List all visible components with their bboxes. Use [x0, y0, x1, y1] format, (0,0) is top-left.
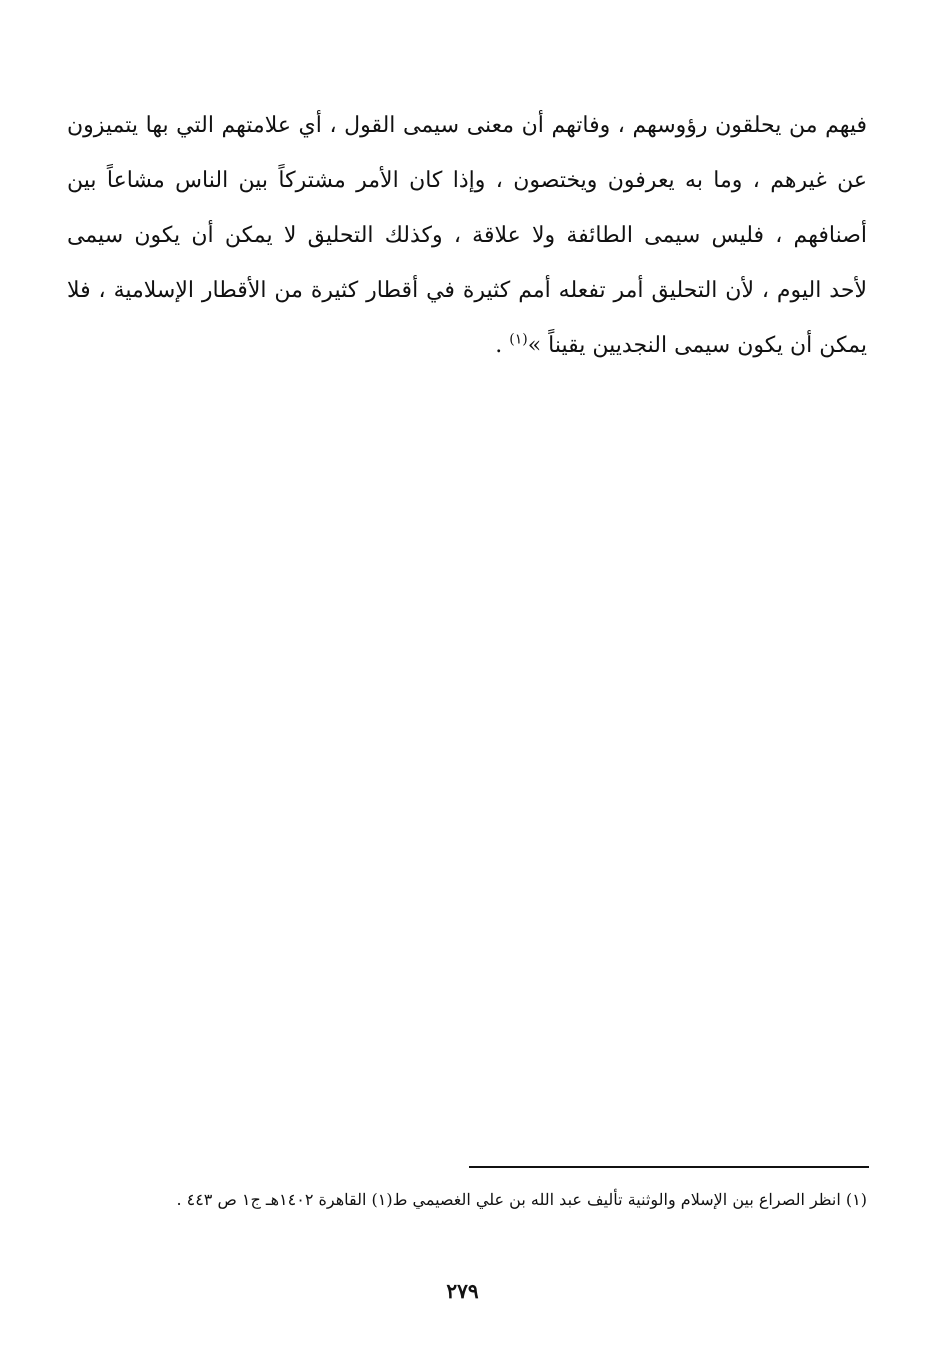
- footnote: (١) انظر الصراع بين الإسلام والوثنية تأليف عبد الله بن علي الغصيمي ط(١) القاهرة ١٤٠٢هـ ج١ ص ٤٤٣ .: [176, 1190, 867, 1209]
- text-line-1: فيهم من يحلقون رؤوسهم ، وفاتهم أن معنى سيمى القول ، أي علامتهم التي بها يتميزون: [67, 113, 867, 138]
- text-line-2: عن غيرهم ، وما به يعرفون ويختصون ، وإذا كان الأمر مشتركاً بين الناس مشاعاً بين: [67, 168, 867, 193]
- text-line-5-content: يمكن أن يكون سيمى النجديين يقيناً »: [527, 333, 867, 358]
- footnote-reference: (١): [509, 331, 528, 348]
- main-text: [67, 98, 867, 373]
- page-number: ٢٧٩: [446, 1279, 479, 1303]
- footnote-separator: [469, 1166, 869, 1168]
- text-line-5: [67, 318, 867, 373]
- text-line-3: أصنافهم ، فليس سيمى الطائفة ولا علاقة ، وكذلك التحليق لا يمكن أن يكون سيمى: [67, 223, 867, 248]
- text-line-4: لأحد اليوم ، لأن التحليق أمر تفعله أمم كثيرة في أقطار كثيرة من الأقطار الإسلامية ، فلا: [67, 278, 867, 303]
- closing-period: .: [495, 333, 510, 358]
